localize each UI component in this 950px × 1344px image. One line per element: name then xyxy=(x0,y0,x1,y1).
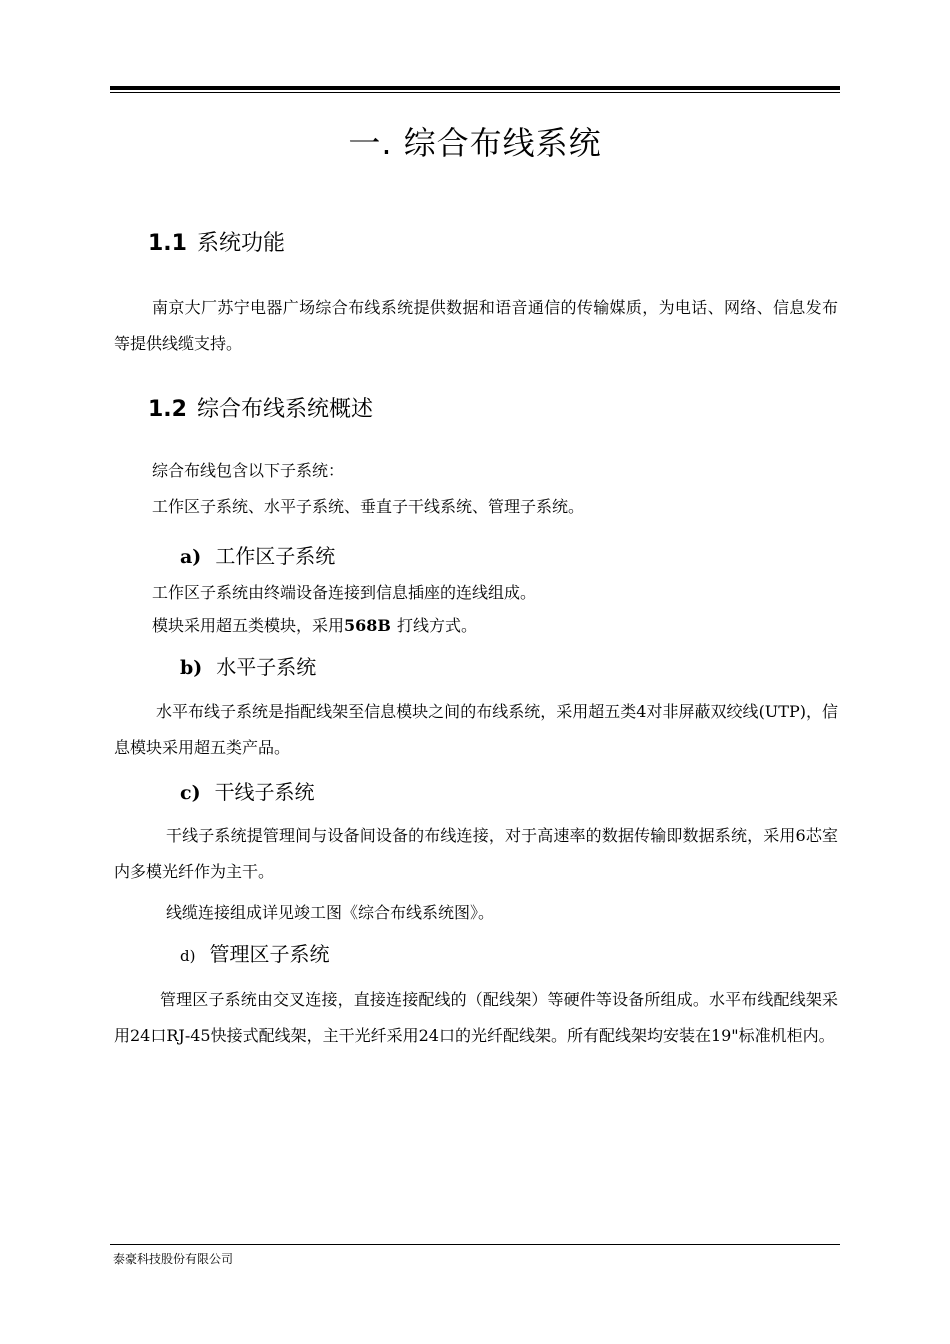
section-heading-1-1 xyxy=(148,226,285,257)
header-thick-rule xyxy=(110,86,840,90)
footer-rule xyxy=(110,1244,840,1245)
subsection-heading-b xyxy=(180,651,316,680)
section-heading-1-2 xyxy=(148,392,373,423)
section-title: 综合布线系统概述 xyxy=(196,397,373,422)
chapter-title: 一. 综合布线系统 xyxy=(348,124,602,162)
footer-company: 泰豪科技股份有限公司 xyxy=(113,1252,234,1266)
subsection-label: d) xyxy=(180,947,196,965)
subsection-heading-c xyxy=(180,776,315,805)
paragraph-backbone: 干线子系统提管理间与设备间设备的布线连接，对于高速率的数据传输即数据系统，采用6芯室内多模光纤作为主干。 xyxy=(114,826,838,881)
subsection-label: a) xyxy=(180,546,202,568)
wiring-standard: 568B xyxy=(344,616,391,635)
backbone-note-line: 线缆连接组成详见竣工图《综合布线系统图》。 xyxy=(166,903,495,922)
subsection-label: b) xyxy=(180,657,203,679)
header-thin-rule xyxy=(110,92,840,93)
paragraph-management: 管理区子系统由交叉连接，直接连接配线的（配线架）等硬件等设备所组成。水平布线配线架采用24口RJ-45快接式配线架，主干光纤采用24口的光纤配线架。所有配线架均安装在19"标准机柜内。 xyxy=(114,990,838,1045)
subsection-title: 水平子系统 xyxy=(216,655,317,679)
subsection-heading-a xyxy=(180,540,335,569)
section-number: 1.2 xyxy=(148,397,187,422)
subsection-heading-d xyxy=(180,938,329,967)
text-run: 打线方式。 xyxy=(396,616,477,635)
subsection-label: c) xyxy=(180,782,201,804)
section-number: 1.1 xyxy=(148,231,187,256)
work-area-line-2 xyxy=(152,613,477,636)
paragraph-horizontal: 水平布线子系统是指配线架至信息模块之间的布线系统，采用超五类4对非屏蔽双绞线(UTP)，信息模块采用超五类产品。 xyxy=(114,702,838,757)
subsection-title: 工作区子系统 xyxy=(215,544,336,568)
overview-intro-line: 综合布线包含以下子系统： xyxy=(152,461,345,480)
overview-subsystems-line: 工作区子系统、水平子系统、垂直子干线系统、管理子系统。 xyxy=(152,497,585,516)
text-run: 模块采用超五类模块，采用 xyxy=(152,616,345,635)
work-area-line-1: 工作区子系统由终端设备连接到信息插座的连线组成。 xyxy=(152,583,537,602)
section-title: 系统功能 xyxy=(196,231,285,256)
subsection-title: 干线子系统 xyxy=(214,780,315,804)
subsection-title: 管理区子系统 xyxy=(209,942,330,966)
paragraph-system-function: 南京大厂苏宁电器广场综合布线系统提供数据和语音通信的传输媒质，为电话、网络、信息发布等提供线缆支持。 xyxy=(114,298,838,353)
